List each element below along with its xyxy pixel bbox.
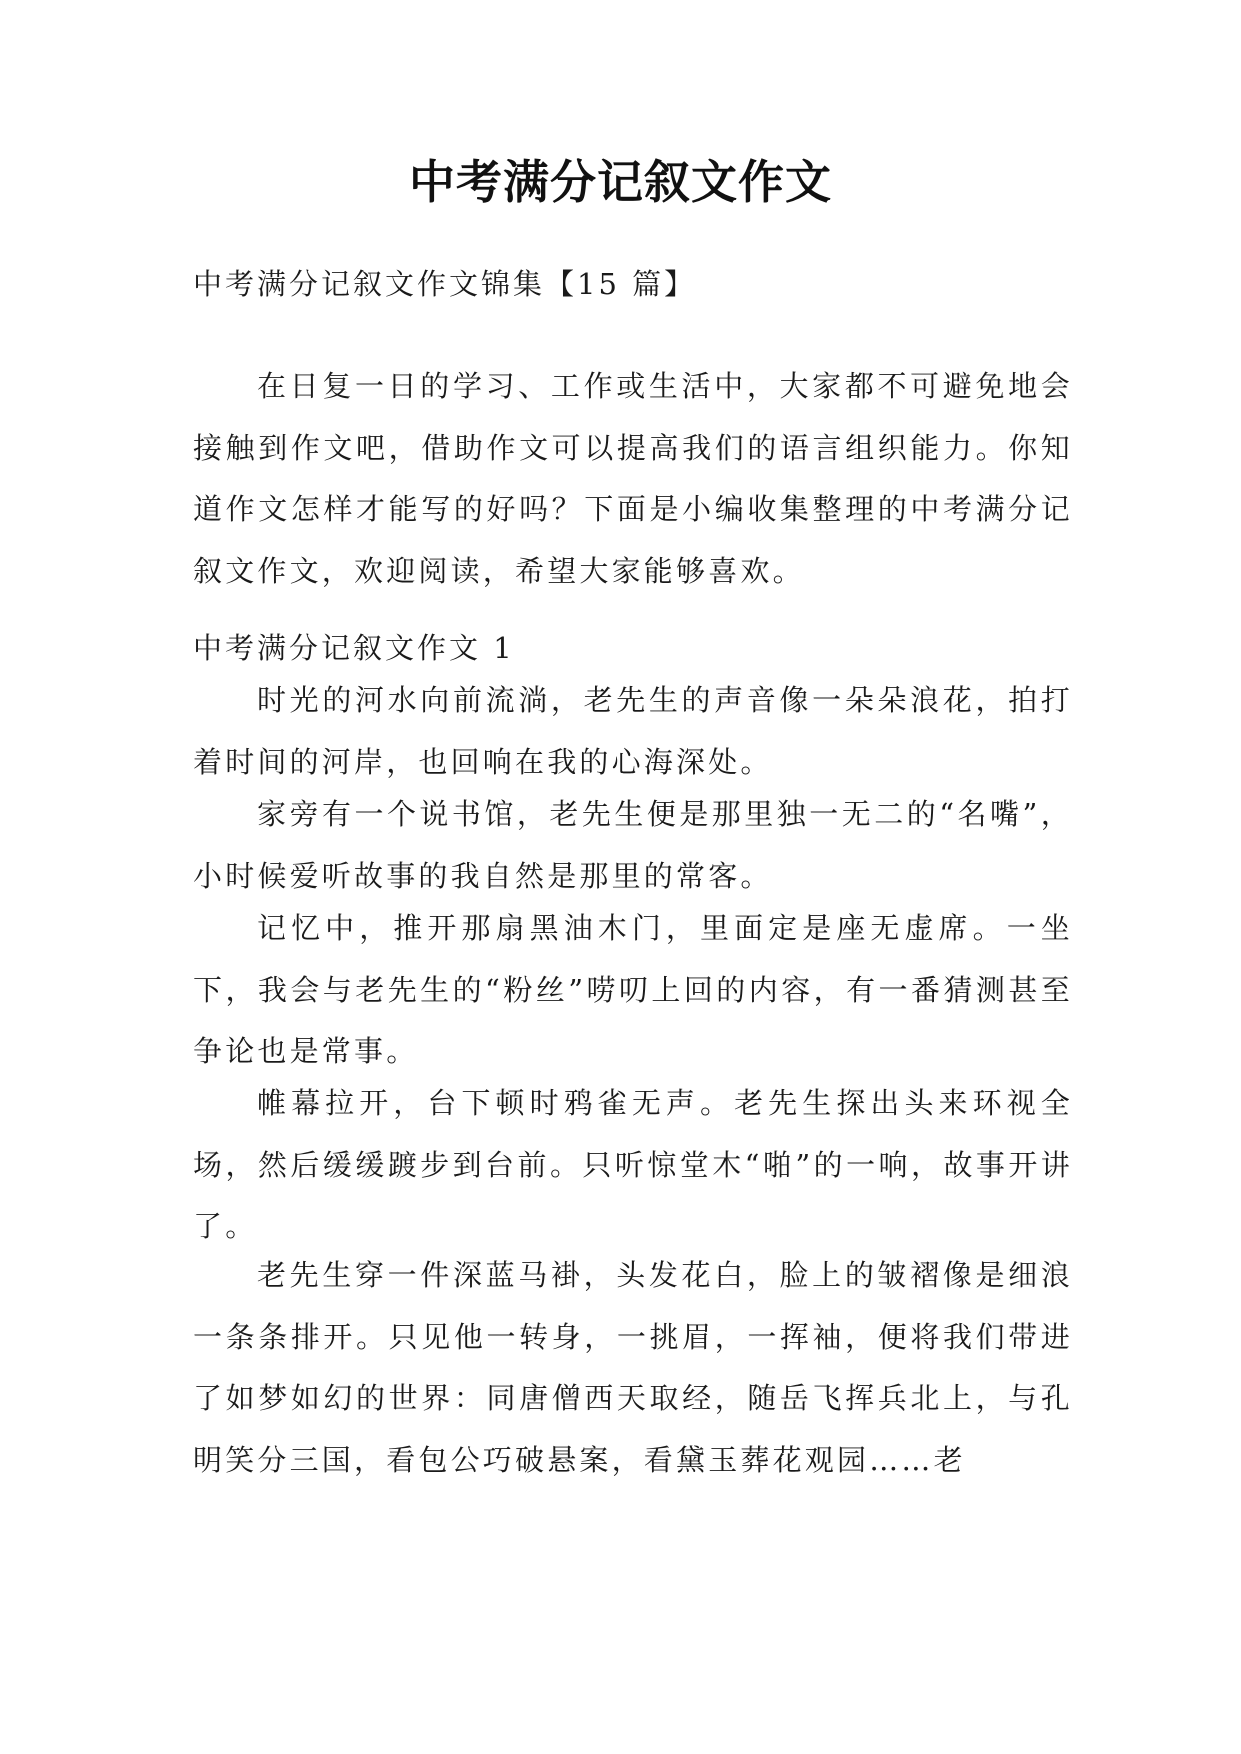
body-paragraph-1: 时光的河水向前流淌，老先生的声音像一朵朵浪花，拍打着时间的河岸，也回响在我的心海深处。 <box>193 683 1073 779</box>
intro-paragraph: 在日复一日的学习、工作或生活中，大家都不可避免地会接触到作文吧，借助作文可以提高我们的语言组织能力。你知道作文怎样才能写的好吗？下面是小编收集整理的中考满分记叙文作文，欢迎阅读，希望大家能够喜欢。 <box>193 369 1073 588</box>
page-title: 中考满分记叙文作文 <box>409 155 832 209</box>
document-subtitle: 中考满分记叙文作文锦集【15 篇】 <box>193 267 697 301</box>
section-heading: 中考满分记叙文作文 1 <box>193 631 515 665</box>
body-paragraph-3: 记忆中，推开那扇黑油木门，里面定是座无虚席。一坐下，我会与老先生的“粉丝”唠叨上回的内容，有一番猜测甚至争论也是常事。 <box>193 911 1073 1068</box>
body-paragraph-5: 老先生穿一件深蓝马褂，头发花白，脸上的皱褶像是细浪一条条排开。只见他一转身，一挑眉，一挥袖，便将我们带进了如梦如幻的世界：同唐僧西天取经，随岳飞挥兵北上，与孔明笑分三国，看包公巧破悬案，看黛玉葬花观园……老 <box>193 1258 1073 1477</box>
body-paragraph-2: 家旁有一个说书馆，老先生便是那里独一无二的“名嘴”，小时候爱听故事的我自然是那里的常客。 <box>193 797 1073 893</box>
body-paragraph-4: 帷幕拉开，台下顿时鸦雀无声。老先生探出头来环视全场，然后缓缓踱步到台前。只听惊堂木“啪”的一响，故事开讲了。 <box>193 1086 1073 1243</box>
